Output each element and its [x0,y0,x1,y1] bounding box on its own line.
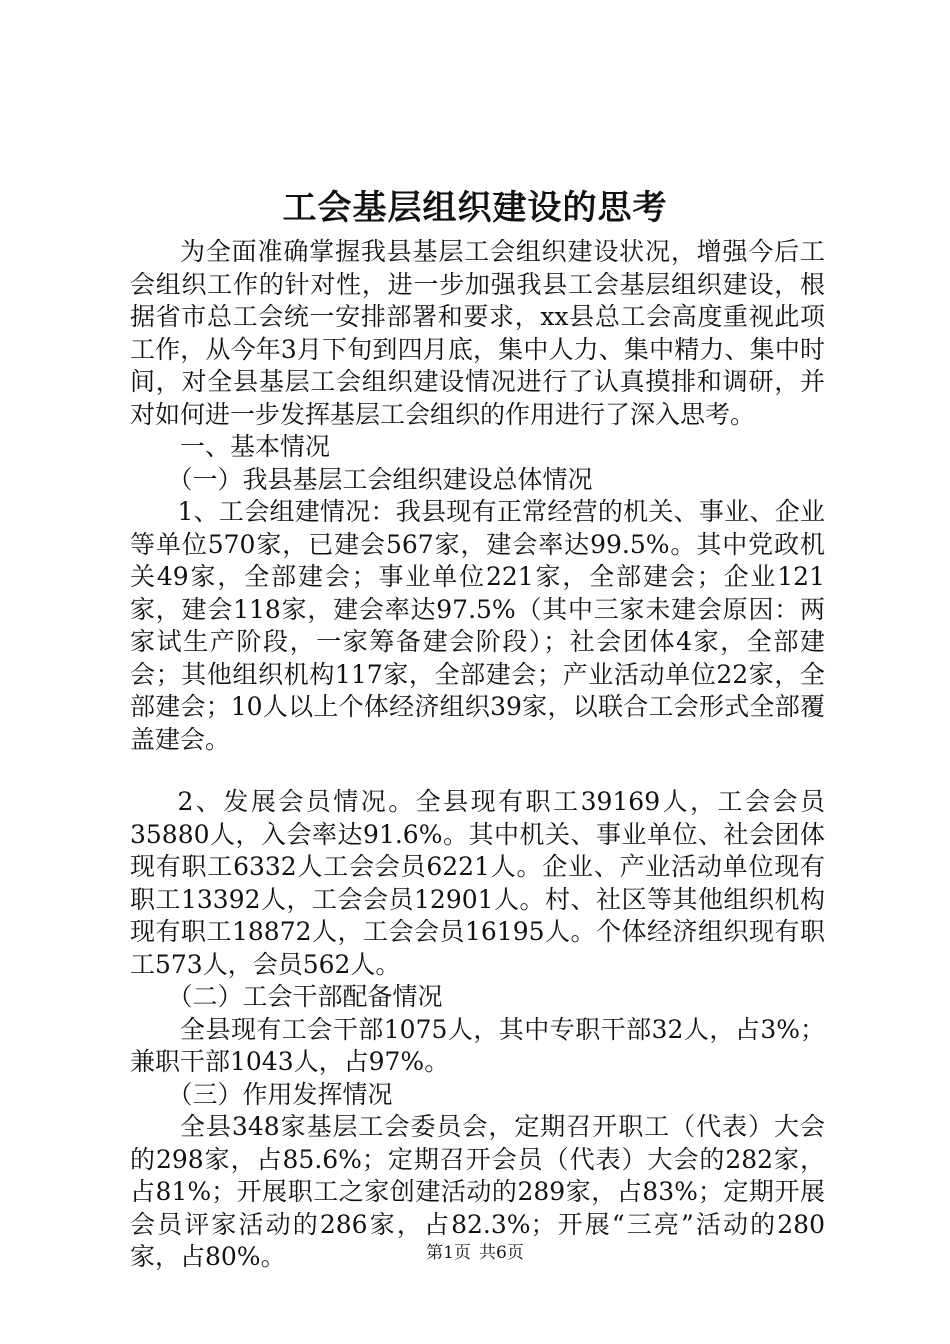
role-paragraph: 全县348家基层工会委员会，定期召开职工（代表）大会的298家，占85.6%；定期召开会员（代表）大会的282家，占81%；开展职工之家创建活动的289家，占83%；定期开展会员评家活动的286家，占82.3%；开展“三亮”活动的280家，占80%。 [130,1112,825,1271]
paragraph-gap [130,756,825,786]
document-body [130,236,825,1274]
subsection-heading-overall: （一）我县基层工会组织建设总体情况 [167,464,593,494]
item-member-development: 2、发展会员情况。全县现有职工39169人，工会会员35880人，入会率达91.6%。其中机关、事业单位、社会团体现有职工6332人工会会员6221人。企业、产业活动单位现有职工13392人，工会会员12901人。村、社区等其他组织机构现有职工18872人，工会会员16195人。个体经济组织现有职工573人，会员562人。 [130,787,825,979]
page-number: 第1页 [426,1243,471,1263]
item-union-establishment: 1、工会组建情况：我县现有正常经营的机关、事业、企业等单位570家，已建会567家，建会率达99.5%。其中党政机关49家，全部建会；事业单位221家，全部建会；企业121家，建会118家，建会率达97.5%（其中三家未建会原因：两家试生产阶段，一家筹备建会阶段）；社会团体4家，全部建会；其他组织机构117家，全部建会；产业活动单位22家，全部建会；10人以上个体经济组织39家，以联合工会形式全部覆盖建会。 [130,497,825,754]
document-title: 工会基层组织建设的思考 [282,188,668,228]
intro-paragraph: 为全面准确掌握我县基层工会组织建设状况，增强今后工会组织工作的针对性，进一步加强我县工会基层组织建设，根据省市总工会统一安排部署和要求，xx县总工会高度重视此项工作，从今年3月下旬到四月底，集中人力、集中精力、集中时间，对全县基层工会组织建设情况进行了认真摸排和调研，并对如何进一步发挥基层工会组织的作用进行了深入思考。 [130,237,825,429]
section-heading-basic-situation: 一、基本情况 [180,432,331,461]
page-footer [0,1241,950,1265]
subsection-heading-cadres: （二）工会干部配备情况 [167,982,443,1011]
page-total: 共6页 [479,1243,524,1263]
cadres-paragraph: 全县现有工会干部1075人，其中专职干部32人，占3%；兼职干部1043人，占97%。 [130,1014,825,1076]
subsection-heading-role: （三）作用发挥情况 [167,1079,393,1109]
